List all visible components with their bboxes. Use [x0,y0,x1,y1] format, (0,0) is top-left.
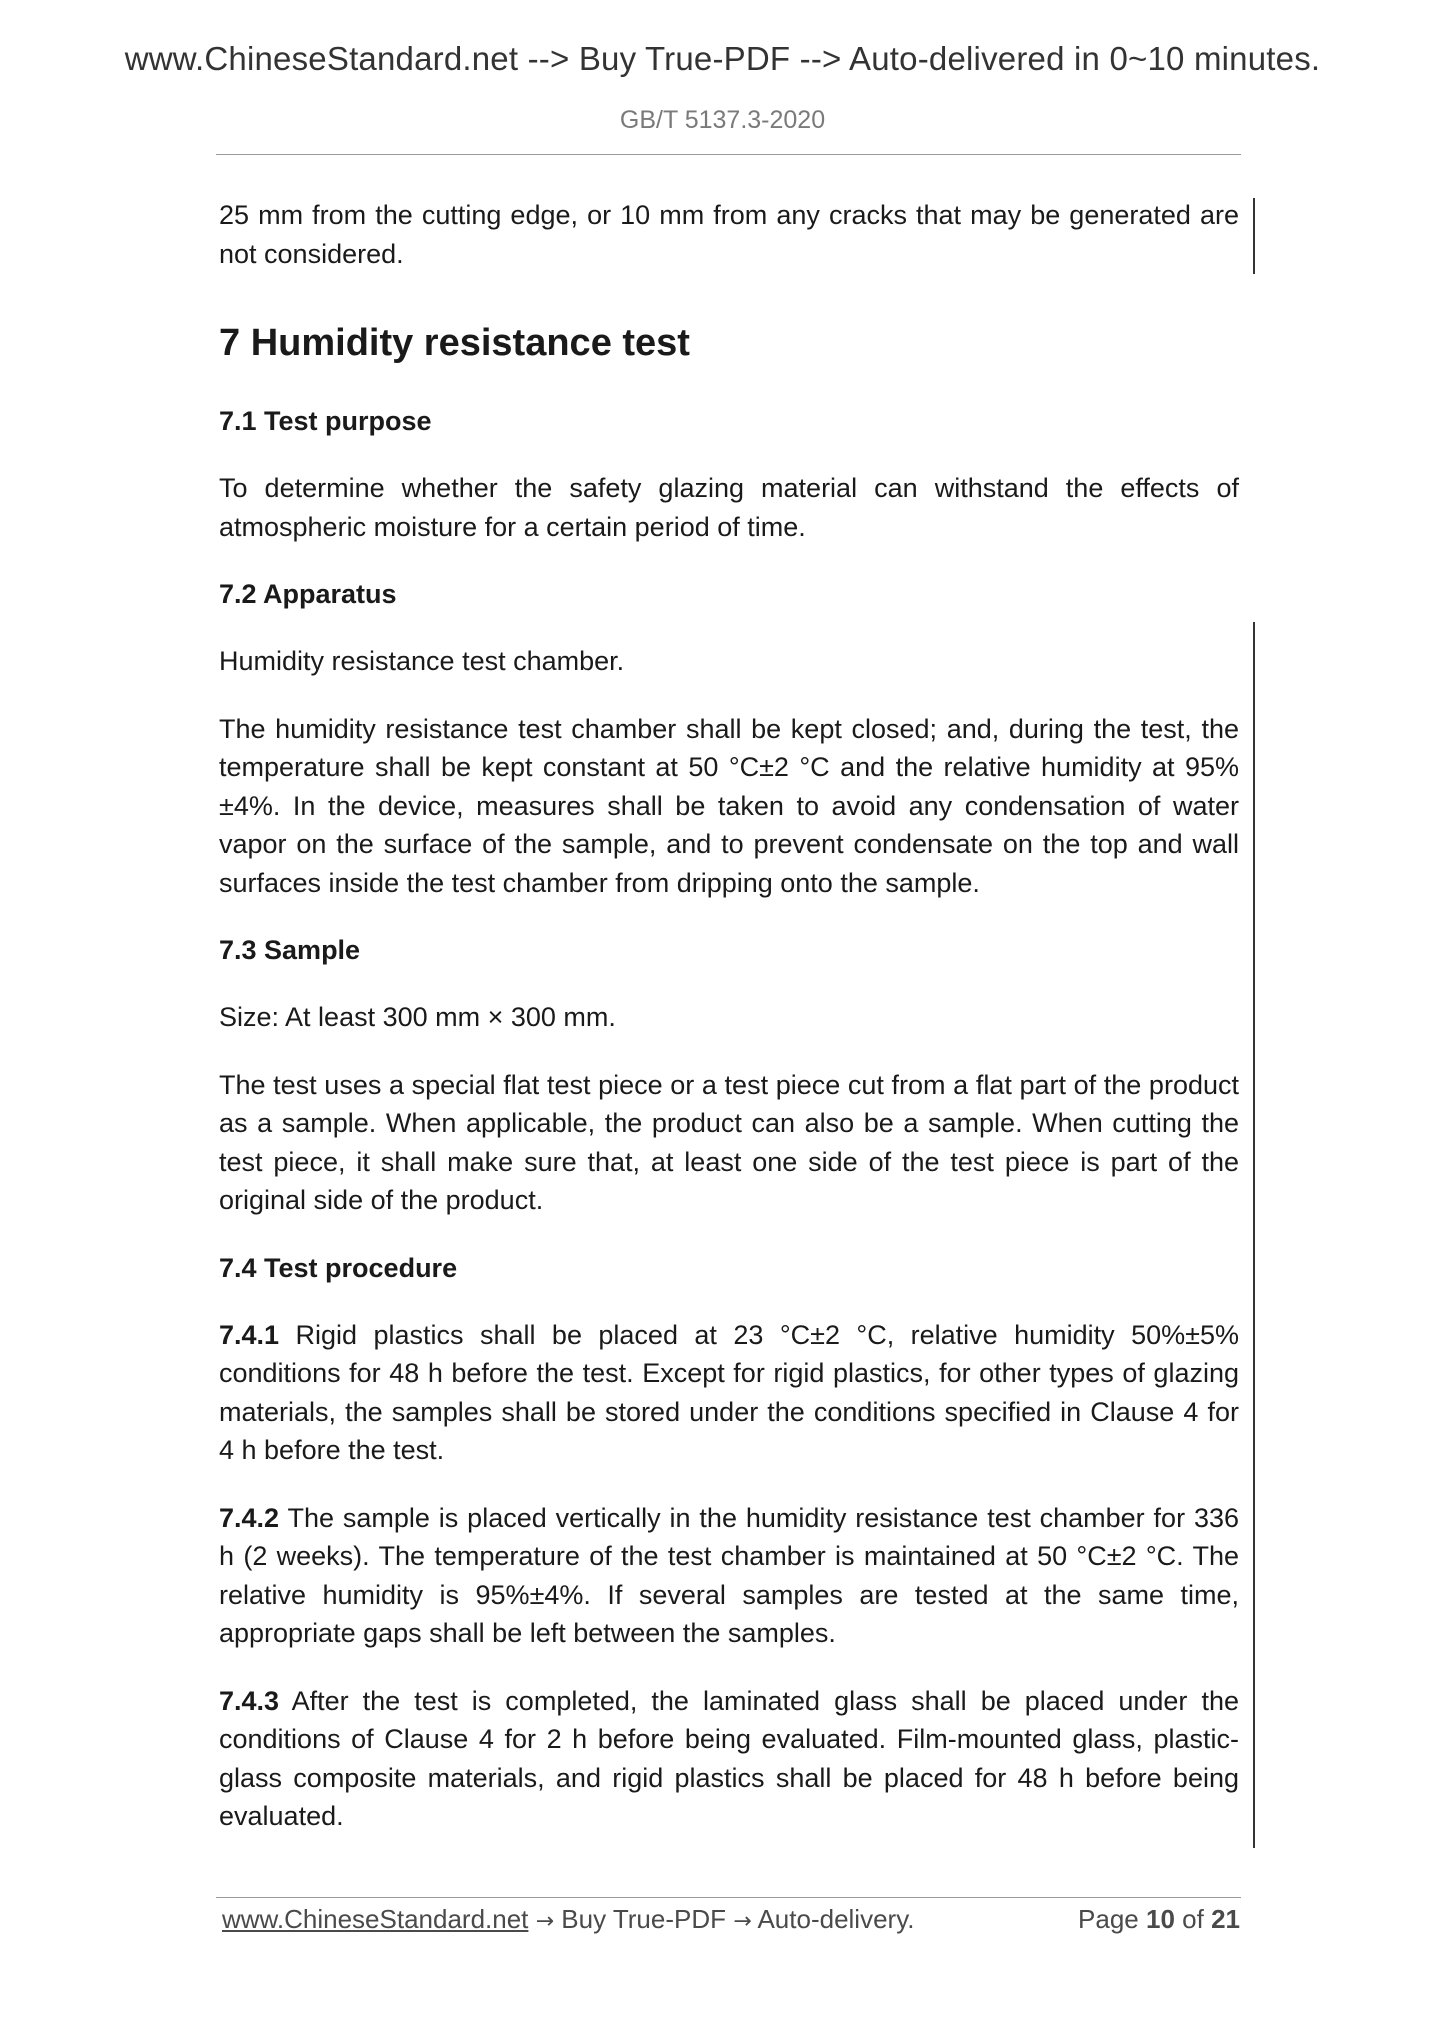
revision-bar-main [1253,622,1255,1848]
subsection-heading-7-3: 7.3 Sample [219,935,361,965]
subsection-heading-7-4: 7.4 Test procedure [219,1252,458,1283]
footer-promo [222,1904,915,1935]
clause-text: After the test is completed, the laminated glass shall be placed under the conditions of Clause 4 for 2 h before being evaluated. Film-mounted glass, plastic-glass composite materials, and rigid plastics shall be placed for 48 h before being evaluated. [219,1685,1239,1831]
paragraph-7-2-b: The humidity resistance test chamber shall be kept closed; and, during the test, the temperature shall be kept constant at 50 °C±2 °C and the relative humidity at 95%±4%. In the device, measures shall be taken to avoid any condensation of water vapor on the surface of the sample, and to prevent condensate on the top and wall surfaces inside the test chamber from dripping onto the sample. [219,713,1239,898]
footer-divider [216,1897,1241,1898]
clause-number: 7.4.1 [219,1319,280,1350]
paragraph-7-3-b: The test uses a special flat test piece or a test piece cut from a flat part of the product as a sample. When applicable, the product can also be a sample. When cutting the test piece, it shall make sure that, at least one side of the test piece is part of the original side of the product. [219,1069,1239,1215]
header-divider [216,154,1241,155]
footer-site-link[interactable]: www.ChineseStandard.net [222,1904,529,1934]
of-label: of [1182,1904,1204,1934]
clause-number: 7.4.3 [219,1685,280,1716]
page-indicator [1078,1904,1240,1935]
paragraph-7-3-a: Size: At least 300 mm × 300 mm. [219,1002,616,1032]
intro-paragraph: 25 mm from the cutting edge, or 10 mm from any cracks that may be generated are not considered. [219,200,1239,269]
paragraph-7-4-1 [219,1316,1239,1470]
page-footer [222,1904,1240,1935]
page-number: 10 [1146,1904,1175,1934]
page-total: 21 [1211,1904,1240,1934]
clause-number: 7.4.2 [219,1502,280,1533]
document-code: GB/T 5137.3-2020 [619,106,826,134]
page-label: Page [1078,1904,1139,1934]
clause-text: Rigid plastics shall be placed at 23 °C±2 °C, relative humidity 50%±5% conditions for 48 h before the test. Except for rigid plastics, for other types of glazing materials, the samples shall be stored under the conditions specified in Clause 4 for 4 h before the test. [219,1319,1239,1465]
clause-text: The sample is placed vertically in the humidity resistance test chamber for 336 h (2 weeks). The temperature of the test chamber is maintained at 50 °C±2 °C. The relative humidity is 95%±4%. If several samples are tested at the same time, appropriate gaps shall be left between the samples. [219,1502,1239,1648]
top-banner: www.ChineseStandard.net --> Buy True-PDF --> Auto-delivered in 0~10 minutes. [124,40,1321,77]
subsection-heading-7-2: 7.2 Apparatus [219,579,397,609]
paragraph-7-1: To determine whether the safety glazing material can withstand the effects of atmospheric moisture for a certain period of time. [219,473,1239,542]
revision-bar-top [1253,198,1255,274]
paragraph-7-4-3 [219,1682,1239,1836]
page-body [219,196,1239,1836]
paragraph-7-4-2 [219,1499,1239,1653]
subsection-heading-7-1: 7.1 Test purpose [219,406,432,436]
footer-auto-text: Auto-delivery. [751,1904,915,1934]
arrow-right-icon: → [535,1909,555,1934]
arrow-right-icon: → [733,1909,752,1934]
paragraph-7-2-a: Humidity resistance test chamber. [219,646,625,676]
section-heading: 7 Humidity resistance test [219,322,690,364]
footer-buy-text: Buy True-PDF [554,1904,734,1934]
